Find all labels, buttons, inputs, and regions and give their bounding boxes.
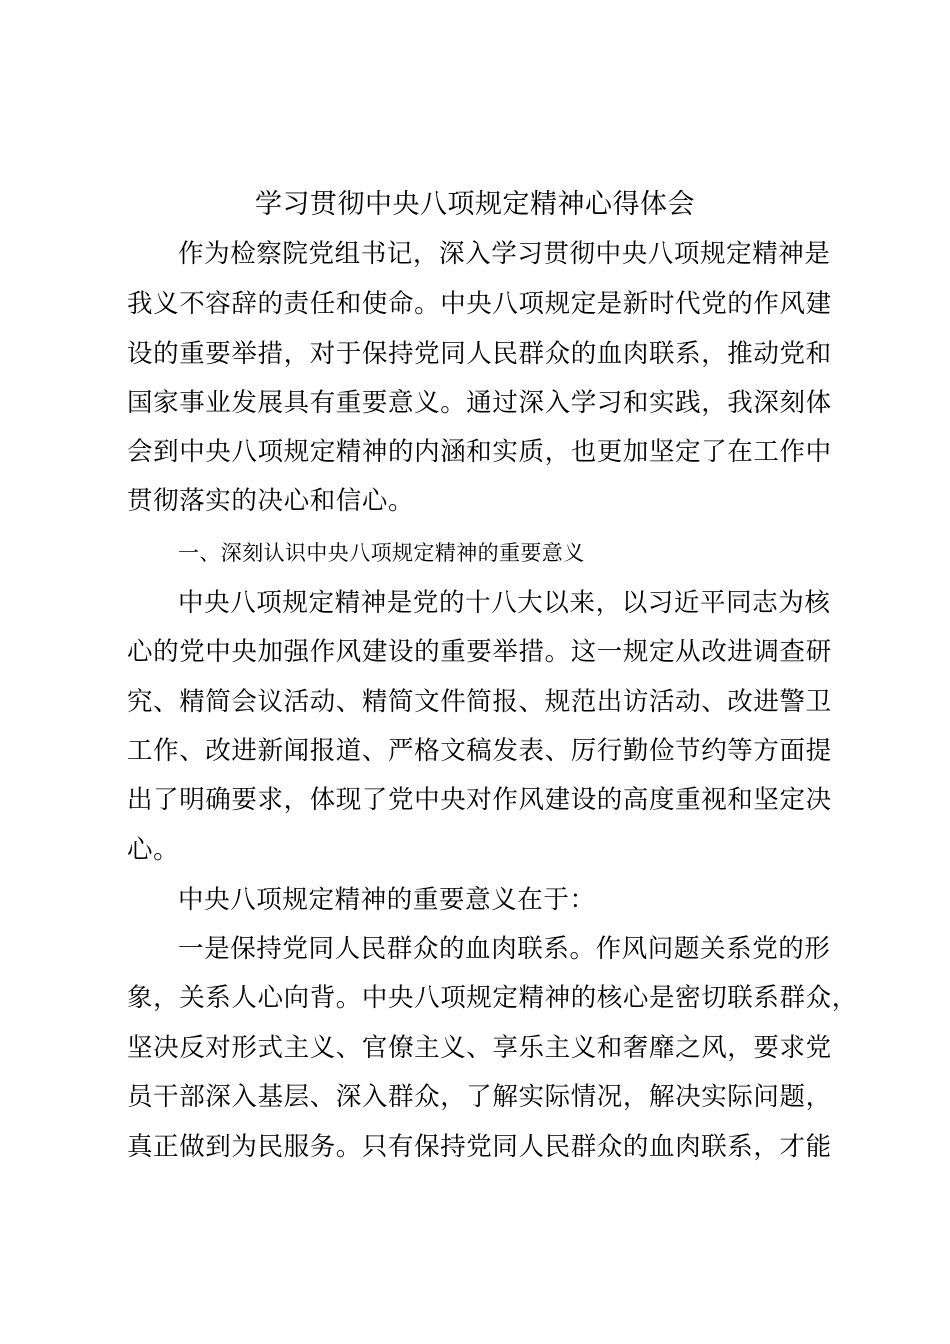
paragraph-line: 真正做到为民服务。只有保持党同人民群众的血肉联系，才能 <box>127 1132 832 1162</box>
paragraph-line: 究、精简会议活动、精简文件简报、规范出访活动、改进警卫 <box>127 687 832 717</box>
paragraph-line: 坚决反对形式主义、官僚主义、享乐主义和奢靡之风，要求党 <box>127 1033 832 1063</box>
paragraph-line: 出了明确要求，体现了党中央对作风建设的高度重视和坚定决 <box>127 785 832 815</box>
paragraph-line: 员干部深入基层、深入群众，了解实际情况，解决实际问题， <box>127 1082 832 1112</box>
paragraph-line: 国家事业发展具有重要意义。通过深入学习和实践，我深刻体 <box>127 388 832 418</box>
paragraph-line: 中央八项规定精神是党的十八大以来，以习近平同志为核 <box>178 588 831 618</box>
paragraph-line: 心。 <box>127 835 180 865</box>
paragraph-line: 象，关系人心向背。中央八项规定精神的核心是密切联系群众， <box>127 983 858 1013</box>
document-title: 学习贯彻中央八项规定精神心得体会 <box>255 189 695 220</box>
paragraph-line: 心的党中央加强作风建设的重要举措。这一规定从改进调查研 <box>127 637 832 667</box>
paragraph-line: 中央八项规定精神的重要意义在于： <box>178 885 596 915</box>
paragraph-line: 我义不容辞的责任和使命。中央八项规定是新时代党的作风建 <box>127 289 832 319</box>
paragraph-line: 会到中央八项规定精神的内涵和实质，也更加坚定了在工作中 <box>127 437 832 467</box>
paragraph-line: 工作、改进新闻报道、严格文稿发表、厉行勤俭节约等方面提 <box>127 736 832 766</box>
paragraph-line: 一是保持党同人民群众的血肉联系。作风问题关系党的形 <box>178 934 831 964</box>
section-heading: 一、深刻认识中央八项规定精神的重要意义 <box>178 541 585 565</box>
paragraph-line: 设的重要举措，对于保持党同人民群众的血肉联系，推动党和 <box>127 339 832 369</box>
paragraph-line: 作为检察院党组书记，深入学习贯彻中央八项规定精神是 <box>178 239 831 269</box>
paragraph-line: 贯彻落实的决心和信心。 <box>127 486 415 516</box>
